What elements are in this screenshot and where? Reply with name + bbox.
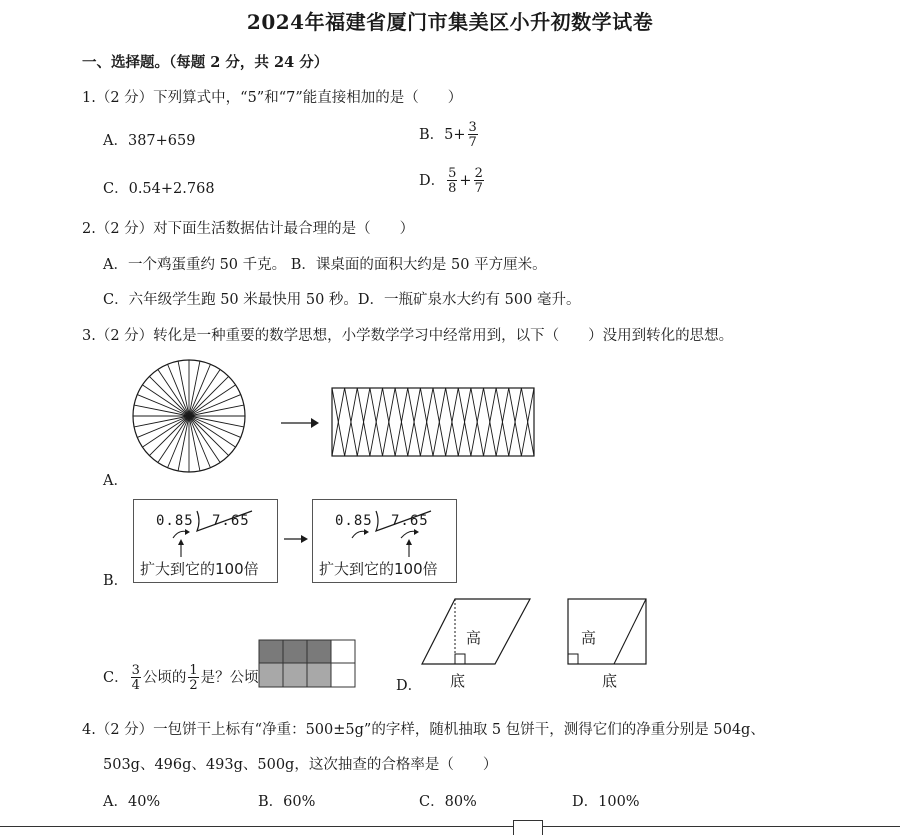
question-4-stem: 4.（2 分）一包饼干上标有“净重：500±5g”的字样，随机抽取 5 包饼干，测得它们的净重分别是 504g、 [82,722,765,738]
dividend: 7.65 [391,513,429,529]
q1-option-d: D． $\frac{5}{8}$ + $\frac{2}{7}$ [419,166,483,196]
fraction: $\frac{2}{7}$ [474,166,483,196]
q1-option-c: C．0.54+2.768 [103,181,215,197]
zigzag-line [332,388,534,456]
page-number-box [513,820,543,835]
division-caption: 扩大到它的100倍 [319,560,438,578]
rectangle-sectors [332,388,534,456]
rectangle-shape [332,388,534,456]
question-2-stem: 2.（2 分）对下面生活数据估计最合理的是（ ） [82,221,415,237]
hectare-grid-figure [258,639,356,689]
page-title: 2024年福建省厦门市集美区小升初数学试卷 [246,10,654,34]
division-box-left [133,499,278,583]
section-heading: 一、选择题。（每题 2 分，共 24 分） [82,54,329,71]
sector-line [189,416,229,456]
q2-options-cd: C．六年级学生跑 50 米最快用 50 秒。D．一瓶矿泉水大约有 500 毫升。 [103,292,581,308]
q3-option-d-label: D． [396,678,423,694]
base-label: 底 [450,672,466,690]
q1-option-b: B．5+ $\frac{3}{7}$ [419,120,477,150]
height-label: 高 [581,629,597,647]
division-box-right [312,499,457,583]
sector-line [189,376,229,416]
q3-option-b-label: B． [103,573,129,589]
zigzag-line [332,388,534,456]
height-label: 高 [466,629,482,647]
circle-to-rectangle-figure [125,358,545,482]
fraction: $\frac{5}{8}$ [448,166,457,196]
q3-option-a-label: A． [103,473,128,489]
question-3-stem: 3.（2 分）转化是一种重要的数学思想，小学数学学习中经常用到，以下（ ）没用到转化的思想。 [82,328,734,344]
q2-options-ab: A．一个鸡蛋重约 50 千克。 B．课桌面的面积大约是 50 平方厘米。 [103,257,547,273]
base-label: 底 [602,672,618,690]
divisor: 0.85 [335,513,373,529]
q3-option-c: C． $\frac{3}{4}$ 公顷的 $\frac{1}{2}$ 是？公顷 [103,663,259,693]
sector-line [149,416,189,456]
q4-option-d: D．100% [572,794,640,810]
q1-option-a: A．387+659 [103,133,196,149]
fraction: $\frac{3}{4}$ [131,663,140,693]
fraction: $\frac{1}{2}$ [189,663,198,693]
question-4-stem-line2: 503g、496g、493g、500g，这次抽查的合格率是（ ） [103,757,498,773]
fraction: $\frac{3}{7}$ [468,120,477,150]
q4-option-b: B．60% [258,794,316,810]
divisor: 0.85 [156,513,194,529]
sector-line [149,376,189,416]
dividend: 7.65 [212,513,250,529]
division-caption: 扩大到它的100倍 [140,560,259,578]
rectangle-from-parallelogram-figure [566,596,650,668]
question-1-stem: 1.（2 分）下列算式中，“5”和“7”能直接相加的是（ ） [82,90,463,106]
q4-option-c: C．80% [419,794,477,810]
arrow-icon [282,532,310,546]
page-bottom-divider [0,826,900,827]
arrow-icon [281,418,319,428]
q4-option-a: A．40% [103,794,161,810]
